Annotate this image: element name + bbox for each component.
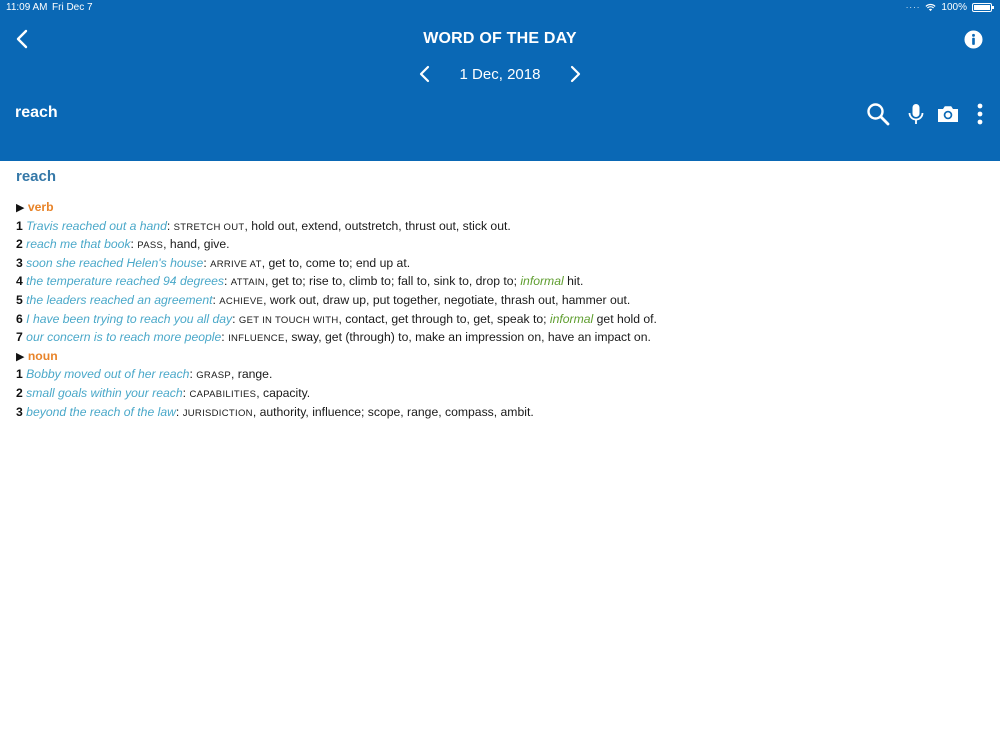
page-title: WORD OF THE DAY [423,30,577,47]
synonyms: , contact, get through to, get, speak to; [338,311,550,326]
selected-date: 1 Dec, 2018 [459,66,541,83]
sense-line: 4 the temperature reached 94 degrees: ATTAIN, get to; rise to, climb to; fall to, sink to, drop to; informal hit. [16,274,584,289]
sense-line: 2 small goals within your reach: CAPABILITIES, capacity. [16,385,311,400]
example-sentence[interactable]: small goals within your reach [26,385,183,400]
microphone-icon[interactable] [904,102,928,126]
example-sentence[interactable]: I have been trying to reach you all day [26,311,233,326]
sense-number: 6 [16,311,23,326]
entry-content [16,168,984,422]
core-synonym[interactable]: JURISDICTION [182,407,253,419]
core-synonym[interactable]: PASS [137,240,164,252]
core-synonym[interactable]: CAPABILITIES [189,388,257,400]
disclosure-triangle-icon: ▶ [16,350,25,363]
status-time: 11:09 AM [6,2,48,13]
example-sentence[interactable]: the temperature reached 94 degrees [26,274,225,289]
pos-label: noun [27,348,58,363]
status-right [906,2,992,13]
sense-line: 3 soon she reached Helen's house: ARRIVE AT, get to, come to; end up at. [16,255,411,270]
core-synonym[interactable]: ATTAIN [230,277,265,289]
sense-number: 5 [16,292,23,307]
sense-line: 5 the leaders reached an agreement: ACHIEVE, work out, draw up, put together, negotiate, thrash out, hammer out. [16,292,631,307]
pos-label: verb [27,200,54,214]
synonyms: , authority, influence; scope, range, compass, ambit. [252,404,534,419]
example-sentence[interactable]: reach me that book [26,237,131,252]
pos-heading-noun[interactable] [16,348,984,367]
more-options-icon[interactable] [968,102,992,126]
wifi-icon [925,3,936,12]
next-date-chevron-icon[interactable] [566,64,584,84]
synonyms: , hold out, extend, outstretch, thrust out, stick out. [244,218,511,233]
core-synonym[interactable]: INFLUENCE [228,333,285,345]
search-term[interactable]: reach [15,104,58,121]
core-synonym[interactable]: STRETCH OUT [173,221,245,233]
sense-number: 3 [16,255,23,270]
camera-icon[interactable] [936,102,960,126]
noun-senses [16,366,984,422]
app-header [0,0,1000,161]
core-synonym[interactable]: GRASP [196,370,231,382]
info-icon[interactable] [964,30,983,49]
disclosure-triangle-icon: ▶ [16,202,25,214]
sense-number: 2 [16,237,23,252]
sense-number: 7 [16,330,23,345]
sense-line: 1 Travis reached out a hand: STRETCH OUT, hold out, extend, outstretch, thrust out, stick out. [16,218,511,233]
pos-heading-verb[interactable] [16,199,984,218]
core-synonym[interactable]: ACHIEVE [219,295,264,307]
example-sentence[interactable]: Bobby moved out of her reach [26,367,190,382]
synonyms: , get to, come to; end up at. [261,255,411,270]
example-sentence[interactable]: soon she reached Helen's house [26,255,204,270]
example-sentence[interactable]: Travis reached out a hand [26,218,167,233]
core-synonym[interactable]: ARRIVE AT [210,258,262,270]
status-date: Fri Dec 7 [52,2,93,13]
sense-line: 3 beyond the reach of the law: JURISDICTION, authority, influence; scope, range, compass, ambit. [16,404,534,419]
previous-date-chevron-icon[interactable] [416,64,434,84]
synonyms: , sway, get (through) to, make an impression on, have an impact on. [284,330,651,345]
sense-number: 3 [16,404,23,419]
search-icon[interactable] [866,102,890,126]
synonyms-after-register: hit. [563,274,584,289]
sense-number: 2 [16,385,23,400]
sense-line: 2 reach me that book: PASS, hand, give. [16,237,230,252]
synonyms: , work out, draw up, put together, negotiate, thrash out, hammer out. [263,292,631,307]
synonyms: , hand, give. [163,237,230,252]
example-sentence[interactable]: beyond the reach of the law [26,404,176,419]
battery-percent: 100% [941,2,967,13]
sense-line: 6 I have been trying to reach you all day: GET IN TOUCH WITH, contact, get through to, get, speak to; informal get hold of. [16,311,657,326]
synonyms: , get to; rise to, climb to; fall to, sink to, drop to; [264,274,521,289]
register-label: informal [520,274,564,289]
status-bar [0,0,1000,16]
signal-dots-icon: ···· [905,3,921,12]
example-sentence[interactable]: our concern is to reach more people [26,330,222,345]
sense-number: 1 [16,218,23,233]
example-sentence[interactable]: the leaders reached an agreement [26,292,213,307]
sense-line: 7 our concern is to reach more people: INFLUENCE, sway, get (through) to, make an impression on, have an impact on. [16,330,651,345]
core-synonym[interactable]: GET IN TOUCH WITH [238,314,339,326]
verb-senses [16,218,984,348]
sense-line: 1 Bobby moved out of her reach: GRASP, range. [16,367,273,382]
sense-number: 1 [16,367,23,382]
synonyms: , range. [231,367,273,382]
register-label: informal [549,311,594,326]
headword: reach [16,168,57,185]
sense-number: 4 [16,274,23,289]
synonyms-after-register: get hold of. [593,311,657,326]
synonyms: , capacity. [256,385,311,400]
battery-icon [972,3,992,12]
